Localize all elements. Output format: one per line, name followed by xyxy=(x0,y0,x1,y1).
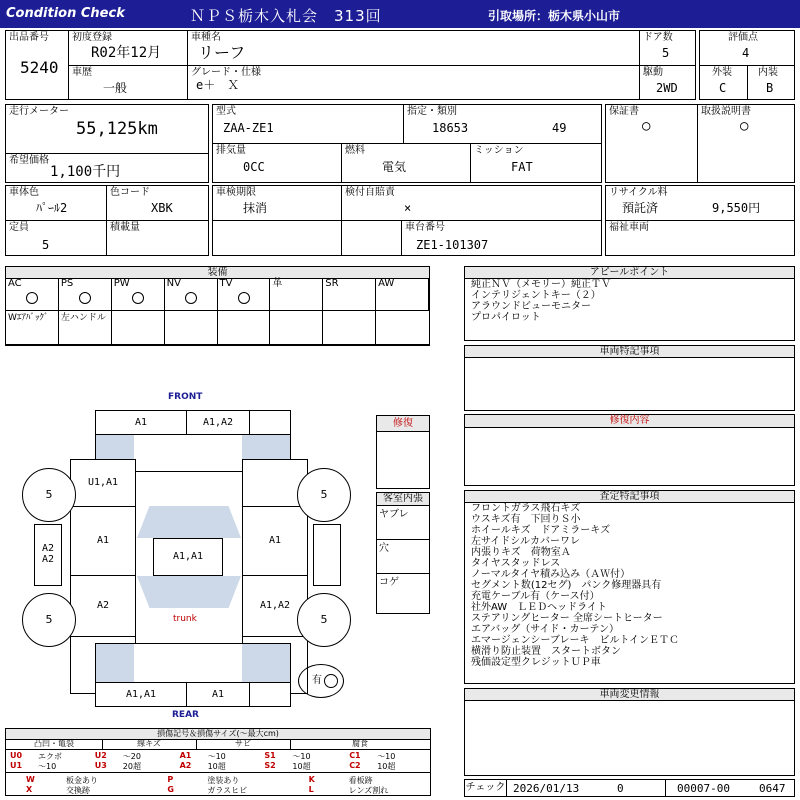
legend-header-0: 凸凹・亀裂 xyxy=(6,739,103,750)
score-value: 4 xyxy=(742,46,750,60)
equipment-cell2-6 xyxy=(323,311,376,345)
recycle-label: リサイクル料 xyxy=(609,187,668,198)
right-side-tag xyxy=(313,524,341,586)
color-code-value: XBK xyxy=(151,201,173,215)
score-label: 評価点 xyxy=(728,32,758,43)
legend-separator xyxy=(6,772,430,773)
equipment-grid xyxy=(6,278,429,345)
equipment-label-5: 革 xyxy=(272,278,283,289)
right-rear-door: A1,A2 xyxy=(242,575,308,637)
liability-value: × xyxy=(404,201,412,215)
check-label: チェック xyxy=(465,780,507,796)
spare-label: 有 xyxy=(312,675,322,686)
wheel-front-left: 5 xyxy=(22,468,76,522)
displacement-label: 排気量 xyxy=(216,145,246,156)
equipment-cell2-5 xyxy=(270,311,323,345)
left-rear-door: A2 xyxy=(70,575,136,637)
grade-box xyxy=(187,65,640,100)
legend-value-1-3: 10超 xyxy=(292,762,311,771)
rear-corner-right xyxy=(249,682,291,707)
inspection-notes-panel xyxy=(464,490,795,684)
legend-extra-key-0-2: K xyxy=(308,775,315,784)
spare-tire-icon xyxy=(324,674,338,688)
mileage-value: 55,125km xyxy=(76,119,158,139)
equipment-label-4: TV xyxy=(219,278,233,289)
mileage-box xyxy=(5,104,209,154)
check-divider xyxy=(665,780,666,796)
equipment-cell-4 xyxy=(218,278,271,311)
legend-value-1-1: 20超 xyxy=(122,762,141,771)
legend-extra-key-1-1: G xyxy=(167,785,174,794)
manual-label: 取扱説明書 xyxy=(701,106,751,117)
equipment-cell-6 xyxy=(323,278,376,311)
legend-key-1-2: A2 xyxy=(179,761,192,770)
fuel-label: 燃料 xyxy=(345,145,365,156)
taillight-left xyxy=(96,644,134,682)
inspection-note-5: タイヤスタッドレス xyxy=(471,558,561,569)
legend-key-0-2: A1 xyxy=(179,751,192,760)
legend-extra-key-0-1: P xyxy=(167,775,174,784)
equipment-cell2-0 xyxy=(6,311,59,345)
equipment-panel xyxy=(5,266,430,346)
first-reg-label: 初度登録 xyxy=(72,32,112,43)
check-code: 00007-00 xyxy=(677,782,730,795)
rear-left-panel: A1,A1 xyxy=(95,682,187,707)
interior-divider-1 xyxy=(377,539,429,540)
inspection-note-0: フロントガラス飛石キズ xyxy=(471,503,581,514)
legend-value-0-4: 〜10 xyxy=(377,752,396,761)
legend-key-1-1: U3 xyxy=(94,761,107,770)
equipment-label-6: SR xyxy=(325,278,339,289)
appeal-line-2: アラウンドビューモニター xyxy=(471,301,591,312)
equipment-mark-2 xyxy=(132,292,144,304)
history-label: 車歴 xyxy=(72,67,92,78)
liability-box xyxy=(341,185,602,221)
repair-title: 修復 xyxy=(377,416,429,432)
equipment-cell2-4 xyxy=(218,311,271,345)
capacity-value: 5 xyxy=(42,238,50,252)
equipment-mark-0 xyxy=(26,292,38,304)
warranty-value: ○ xyxy=(642,118,651,134)
inspection-note-6: ノーマルタイヤ積み込み（ＡＷ付） xyxy=(471,569,631,580)
legend-key-0-0: U0 xyxy=(10,751,23,760)
score-box xyxy=(699,30,795,66)
legend-extra-key-1-0: X xyxy=(26,785,33,794)
price-label: 希望価格 xyxy=(9,155,49,166)
drive-box xyxy=(639,65,696,100)
equipment-cell-1 xyxy=(59,278,112,311)
mileage-label: 走行メーター xyxy=(9,106,69,117)
interior-label: 内装 xyxy=(758,67,778,78)
interior-item-hole: 穴 xyxy=(379,543,389,554)
drive-label: 駆動 xyxy=(643,67,663,78)
color-code-label: 色コード xyxy=(110,187,150,198)
legend-body xyxy=(6,739,430,795)
capacity-box xyxy=(5,220,107,256)
repair-box xyxy=(376,415,430,489)
damage-legend xyxy=(5,728,431,796)
sheet-title: Condition Check xyxy=(6,6,125,21)
inspection-note-4: 内張りキズ 荷物室Ａ xyxy=(471,547,571,558)
legend-extra-value-0-2: 看板跡 xyxy=(348,776,373,785)
rear-right-panel: A1 xyxy=(186,682,250,707)
recycle-fee: 9,550円 xyxy=(712,201,761,215)
interior-divider-2 xyxy=(377,573,429,574)
mission-label: ミッション xyxy=(474,145,524,156)
price-box xyxy=(5,153,209,183)
equipment-cell2-7 xyxy=(376,311,429,345)
inspection-note-1: ウスキズ有 下回りＳ小 xyxy=(471,514,581,525)
manual-box xyxy=(697,104,795,183)
inspection-notes-title: 査定特記事項 xyxy=(465,491,794,503)
rear-window xyxy=(137,576,241,608)
exterior-label: 外装 xyxy=(712,67,732,78)
equipment-mark-4 xyxy=(238,292,250,304)
legend-value-1-0: 〜10 xyxy=(38,762,57,771)
legend-value-0-1: 〜20 xyxy=(122,752,141,761)
equipment-label2-1: 左ハンドル xyxy=(60,313,106,323)
warranty-box xyxy=(605,104,698,183)
equipment-label2-0: Wｴｱﾊﾞｯｸﾞ xyxy=(8,313,49,323)
appeal-line-3: プロパイロット xyxy=(471,312,541,323)
color-box xyxy=(5,185,107,221)
equipment-cell-0 xyxy=(6,278,59,311)
load-box xyxy=(106,220,209,256)
lot-number: 5240 xyxy=(20,58,59,77)
legend-extra-value-1-2: レンズ割れ xyxy=(348,786,389,795)
exterior-value: C xyxy=(719,81,727,95)
chassis-box xyxy=(401,220,602,256)
check-date: 2026/01/13 xyxy=(513,782,580,795)
recycle-status: 預託済 xyxy=(622,201,659,215)
legend-header-2: サビ xyxy=(196,739,291,750)
mission-box xyxy=(470,143,602,183)
inspection-note-14: 残価設定型クレジットＵＰ車 xyxy=(471,657,601,668)
appeal-panel xyxy=(464,266,795,341)
pickup-location: 引取場所：栃木県小山市 xyxy=(488,9,621,23)
drive-value: 2WD xyxy=(656,81,678,95)
taillight-right xyxy=(242,644,290,682)
equipment-mark-1 xyxy=(79,292,91,304)
fuel-box xyxy=(341,143,471,183)
lot-label: 出品番号 xyxy=(9,32,49,43)
color-value: ﾊﾟｰﾙ2 xyxy=(36,201,68,215)
appeal-title: アピールポイント xyxy=(465,267,794,279)
left-front-door: A1 xyxy=(70,506,136,576)
mission-value: FAT xyxy=(511,160,533,174)
equipment-label-0: AC xyxy=(8,278,22,289)
auction-name: ＮＰＳ栃木入札会 313回 xyxy=(190,7,382,25)
interior-item-tear: ヤブレ xyxy=(379,509,409,520)
warranty-label: 保証書 xyxy=(609,106,639,117)
legend-key-1-0: U1 xyxy=(10,761,23,770)
legend-extra-value-1-1: ガラスヒビ xyxy=(207,786,248,795)
equipment-cell2-1 xyxy=(59,311,112,345)
history-box xyxy=(68,65,188,100)
equipment-cell2-3 xyxy=(165,311,218,345)
legend-extra-key-1-2: L xyxy=(308,785,314,794)
category-value: 49 xyxy=(552,121,567,135)
inspection-label: 車検期限 xyxy=(216,187,256,198)
legend-value-1-4: 10超 xyxy=(377,762,396,771)
color-label: 車体色 xyxy=(9,187,39,198)
equipment-cell2-2 xyxy=(112,311,165,345)
inspection-note-7: セグメント数(12セグ) パンク修理器具有 xyxy=(471,580,662,591)
model-label: 型式 xyxy=(216,106,236,117)
equipment-label-3: NV xyxy=(166,278,181,289)
designation-label: 指定・類別 xyxy=(407,106,457,117)
inspection-note-2: ホイールキズ ドアミラーキズ xyxy=(471,525,611,536)
inspection-note-8: 充電ケーブル有（ケース付） xyxy=(471,591,600,602)
wheel-front-right: 5 xyxy=(297,468,351,522)
appeal-line-1: インテリジェントキー（２） xyxy=(471,290,601,301)
interior-value: B xyxy=(766,81,774,95)
capacity-label: 定員 xyxy=(9,222,29,233)
legend-header-3: 腐食 xyxy=(290,739,431,750)
left-side-tag: A2 A2 xyxy=(34,524,62,586)
inspection-note-9: 社外AW ＬＥＤヘッドライト xyxy=(471,602,607,613)
front-corner-right xyxy=(249,410,291,435)
inspection-value: 抹消 xyxy=(243,201,268,215)
color-code-box xyxy=(106,185,209,221)
model-value: ZAA-ZE1 xyxy=(223,121,274,135)
change-info-title: 車両変更情報 xyxy=(465,689,794,701)
front-right-panel: A1,A2 xyxy=(186,410,250,435)
manual-value: ○ xyxy=(740,118,749,134)
first-reg-box xyxy=(68,30,188,66)
liability-label: 検付自賠責 xyxy=(345,187,395,198)
doors-box xyxy=(639,30,696,66)
check-num: 0 xyxy=(617,782,624,795)
special-title: 車両特記事項 xyxy=(465,346,794,358)
grade-value: e＋ Ｘ xyxy=(196,78,240,92)
legend-value-1-2: 10超 xyxy=(207,762,226,771)
legend-extra-value-1-0: 交換跡 xyxy=(66,786,90,795)
inspection-box xyxy=(212,185,342,221)
name-label: 車種名 xyxy=(191,32,221,43)
rear-label: REAR xyxy=(172,710,199,720)
chassis-label: 車台番号 xyxy=(405,222,445,233)
interior-damage-title: 客室内張 xyxy=(377,493,429,506)
chassis-value: ZE1-101307 xyxy=(416,238,489,252)
welfare-label: 福祉車両 xyxy=(609,222,649,233)
grade-label: グレード・仕様 xyxy=(191,67,261,78)
blank-box xyxy=(212,220,342,256)
legend-key-0-1: U2 xyxy=(94,751,107,760)
legend-key-0-4: C1 xyxy=(349,751,361,760)
appeal-line-0: 純正ＮＶ（メモリー）純正ＴＶ xyxy=(471,279,611,290)
equipment-cell-3 xyxy=(165,278,218,311)
price-value: 1,100千円 xyxy=(50,164,121,180)
special-panel xyxy=(464,345,795,411)
legend-value-0-3: 〜10 xyxy=(292,752,311,761)
doors-label: ドア数 xyxy=(643,32,673,43)
equipment-cell-7 xyxy=(376,278,429,311)
front-left-panel: A1 xyxy=(95,410,187,435)
check-row xyxy=(464,779,795,797)
inspection-note-10: ステアリングヒーター 全席シートヒーター xyxy=(471,613,663,624)
equipment-cell-5 xyxy=(270,278,323,311)
equipment-label-1: PS xyxy=(60,278,74,289)
spare-tire xyxy=(298,664,344,698)
name-box xyxy=(187,30,640,66)
repair-detail-title: 修復内容 xyxy=(465,415,794,428)
legend-title: 損傷記号＆損傷サイズ(〜最大cm) xyxy=(6,729,430,740)
equipment-cell-2 xyxy=(112,278,165,311)
inspection-note-11: エアバッグ（サイド・カーテン） xyxy=(471,624,619,635)
designation-value: 18653 xyxy=(432,121,469,135)
equipment-mark-3 xyxy=(185,292,197,304)
interior-box xyxy=(747,65,795,100)
designation-box xyxy=(403,104,602,144)
roof-panel: A1,A1 xyxy=(153,538,223,576)
repair-detail-panel xyxy=(464,414,795,486)
legend-extra-key-0-0: W xyxy=(26,775,35,784)
legend-key-0-3: S1 xyxy=(264,751,276,760)
inspection-note-12: エマージェンシーブレーキ ビルトインＥＴＣ xyxy=(471,635,679,646)
first-reg-value: R02年12月 xyxy=(91,45,162,61)
wheel-rear-left: 5 xyxy=(22,593,76,647)
legend-value-0-2: 〜10 xyxy=(207,752,226,761)
right-front-door: A1 xyxy=(242,506,308,576)
lot-box xyxy=(5,30,69,100)
equipment-label-7: AW xyxy=(378,278,395,289)
interior-item-burn: コゲ xyxy=(379,577,399,588)
left-front-fender: U1,A1 xyxy=(70,459,136,507)
displacement-value: 0CC xyxy=(243,160,265,174)
front-label: FRONT xyxy=(168,392,203,402)
legend-value-0-0: エクボ xyxy=(38,752,62,761)
interior-damage-box xyxy=(376,492,430,614)
inspection-note-13: 横滑り防止装置 スタートボタン xyxy=(471,646,621,657)
check-serial: 0647 xyxy=(759,782,786,795)
exterior-box xyxy=(699,65,748,100)
car-name: リーフ xyxy=(198,43,246,62)
history-value: 一般 xyxy=(103,81,128,95)
trunk-label: trunk xyxy=(173,614,197,624)
load-label: 積載量 xyxy=(110,222,140,233)
welfare-box xyxy=(605,220,795,256)
model-box xyxy=(212,104,404,144)
equipment-label-2: PW xyxy=(113,278,130,289)
fuel-value: 電気 xyxy=(382,160,407,174)
legend-key-1-4: C2 xyxy=(349,761,361,770)
blank-box-2 xyxy=(341,220,402,256)
windshield xyxy=(137,506,241,538)
inspection-note-3: 左サイドシルカバーワレ xyxy=(471,536,581,547)
displacement-box xyxy=(212,143,342,183)
doors-value: 5 xyxy=(662,46,670,60)
legend-key-1-3: S2 xyxy=(264,761,276,770)
legend-extra-value-0-0: 板金あり xyxy=(66,776,98,785)
wheel-rear-right: 5 xyxy=(297,593,351,647)
legend-header-1: 線キズ xyxy=(102,739,197,750)
legend-extra-value-0-1: 塗装あり xyxy=(207,776,240,785)
equipment-title: 装備 xyxy=(6,267,429,279)
change-info-panel xyxy=(464,688,795,776)
recycle-box xyxy=(605,185,795,221)
header-bar xyxy=(0,0,800,28)
